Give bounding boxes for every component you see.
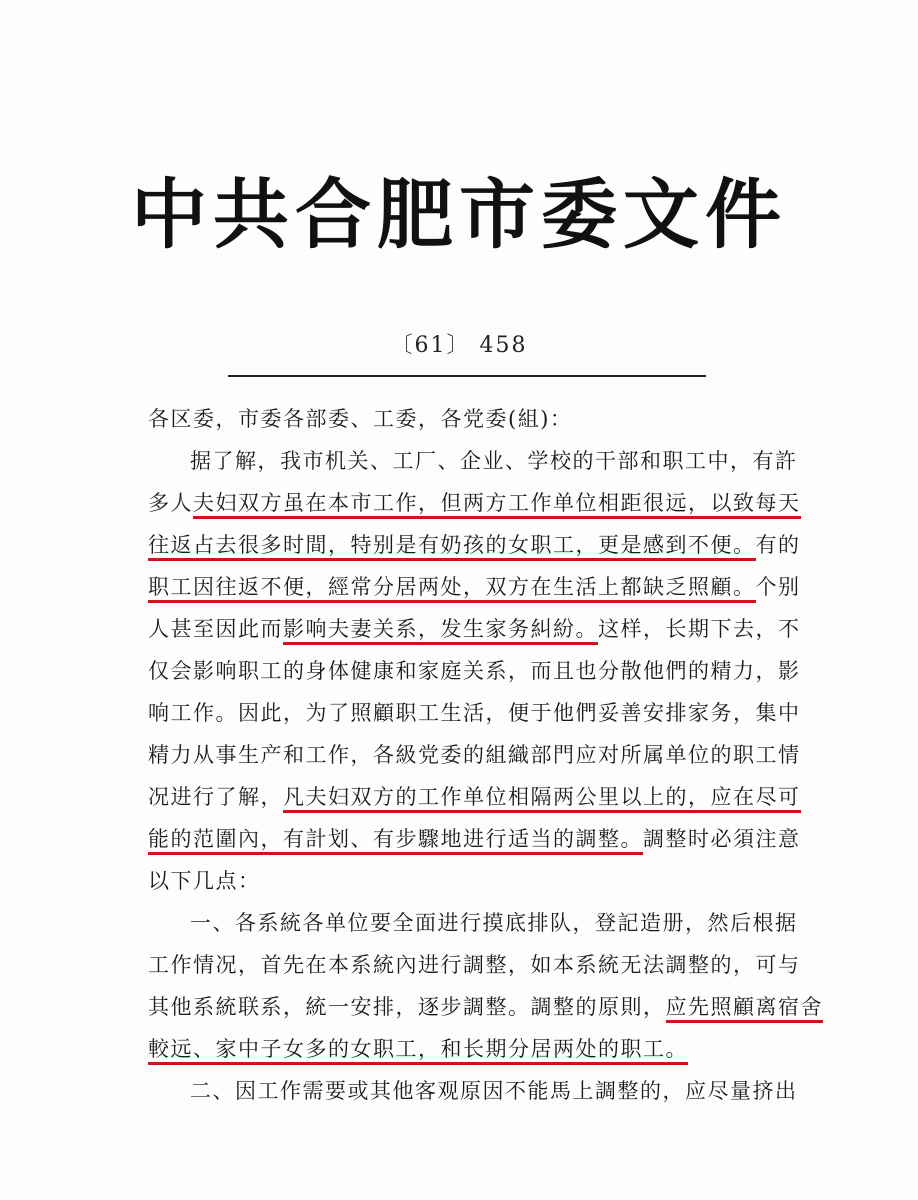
text-line [148,482,801,524]
text-segment: 多人 [148,491,193,515]
underlined-text: 夫妇双方虽在本市工作，但两方工作单位相距很远，以致每天 [193,491,801,519]
text-line [148,944,801,986]
document-number: 〔61〕 458 [390,333,528,358]
underlined-text: 凡夫妇双方的工作单位相隔两公里以上的，应在尽可 [283,785,801,813]
text-line [148,776,801,818]
document-title: 中共合肥市委文件 [131,170,787,259]
text-segment: 以下几点： [148,869,261,893]
underlined-text: 往返占去很多时間，特别是有奶孩的女职工，更是感到不便。 [148,533,756,561]
text-segment: 調整时必須注意 [643,827,801,851]
text-segment: 一、各系統各单位要全面进行摸底排队，登記造册，然后根据 [190,911,798,935]
text-segment: 人甚至因此而 [148,617,283,641]
text-segment: 据了解，我市机关、工厂、企业、学校的干部和职工中，有許 [190,449,798,473]
text-segment: 有的 [755,533,801,557]
text-line [148,860,778,902]
underlined-text: 应先照顧离宿舍 [666,995,824,1023]
text-line [148,608,801,650]
text-segment: 这样，长期下去，不 [598,617,801,641]
text-line [148,1028,778,1070]
text-line [148,1070,798,1112]
addressee-line: 各区委，市委各部委、工委，各党委(組)： [148,407,573,431]
text-line [148,650,801,692]
underlined-text: 职工因往返不便，經常分居两处，双方在生活上都缺乏照顧。 [148,575,756,603]
document-body [148,398,823,1112]
text-line [148,902,798,944]
text-line [148,566,801,608]
text-segment: 仅会影响职工的身体健康和家庭关系，而且也分散他們的精力，影 [148,659,801,683]
text-line [148,818,801,860]
text-segment: 个别 [755,575,801,599]
underlined-text: 較远、家中子女多的女职工，和长期分居两处的职工。 [148,1037,688,1065]
text-line [148,692,801,734]
body-paragraphs [148,440,823,1112]
text-segment: 其他系統联系，統一安排，逐步調整。調整的原則， [148,995,666,1019]
underlined-text: 能的范圍內，有計划、有步驟地进行适当的調整。 [148,827,643,855]
text-segment: 况进行了解， [148,785,283,809]
text-segment: 精力从事生产和工作，各級党委的組織部門应对所属单位的职工情 [148,743,801,767]
text-segment: 二、因工作需要或其他客观原因不能馬上調整的，应尽量挤出 [190,1079,798,1103]
text-line [148,734,801,776]
text-segment: 工作情况，首先在本系統內进行調整，如本系統无法調整的，可与 [148,953,801,977]
text-line [148,440,798,482]
text-line [148,524,801,566]
text-segment: 响工作。因此，为了照顧职工生活，便于他們妥善安排家务，集中 [148,701,801,725]
header-divider [228,375,706,377]
text-line [148,986,823,1028]
underlined-text: 影响夫妻关系，发生家务糾紛。 [283,617,598,645]
